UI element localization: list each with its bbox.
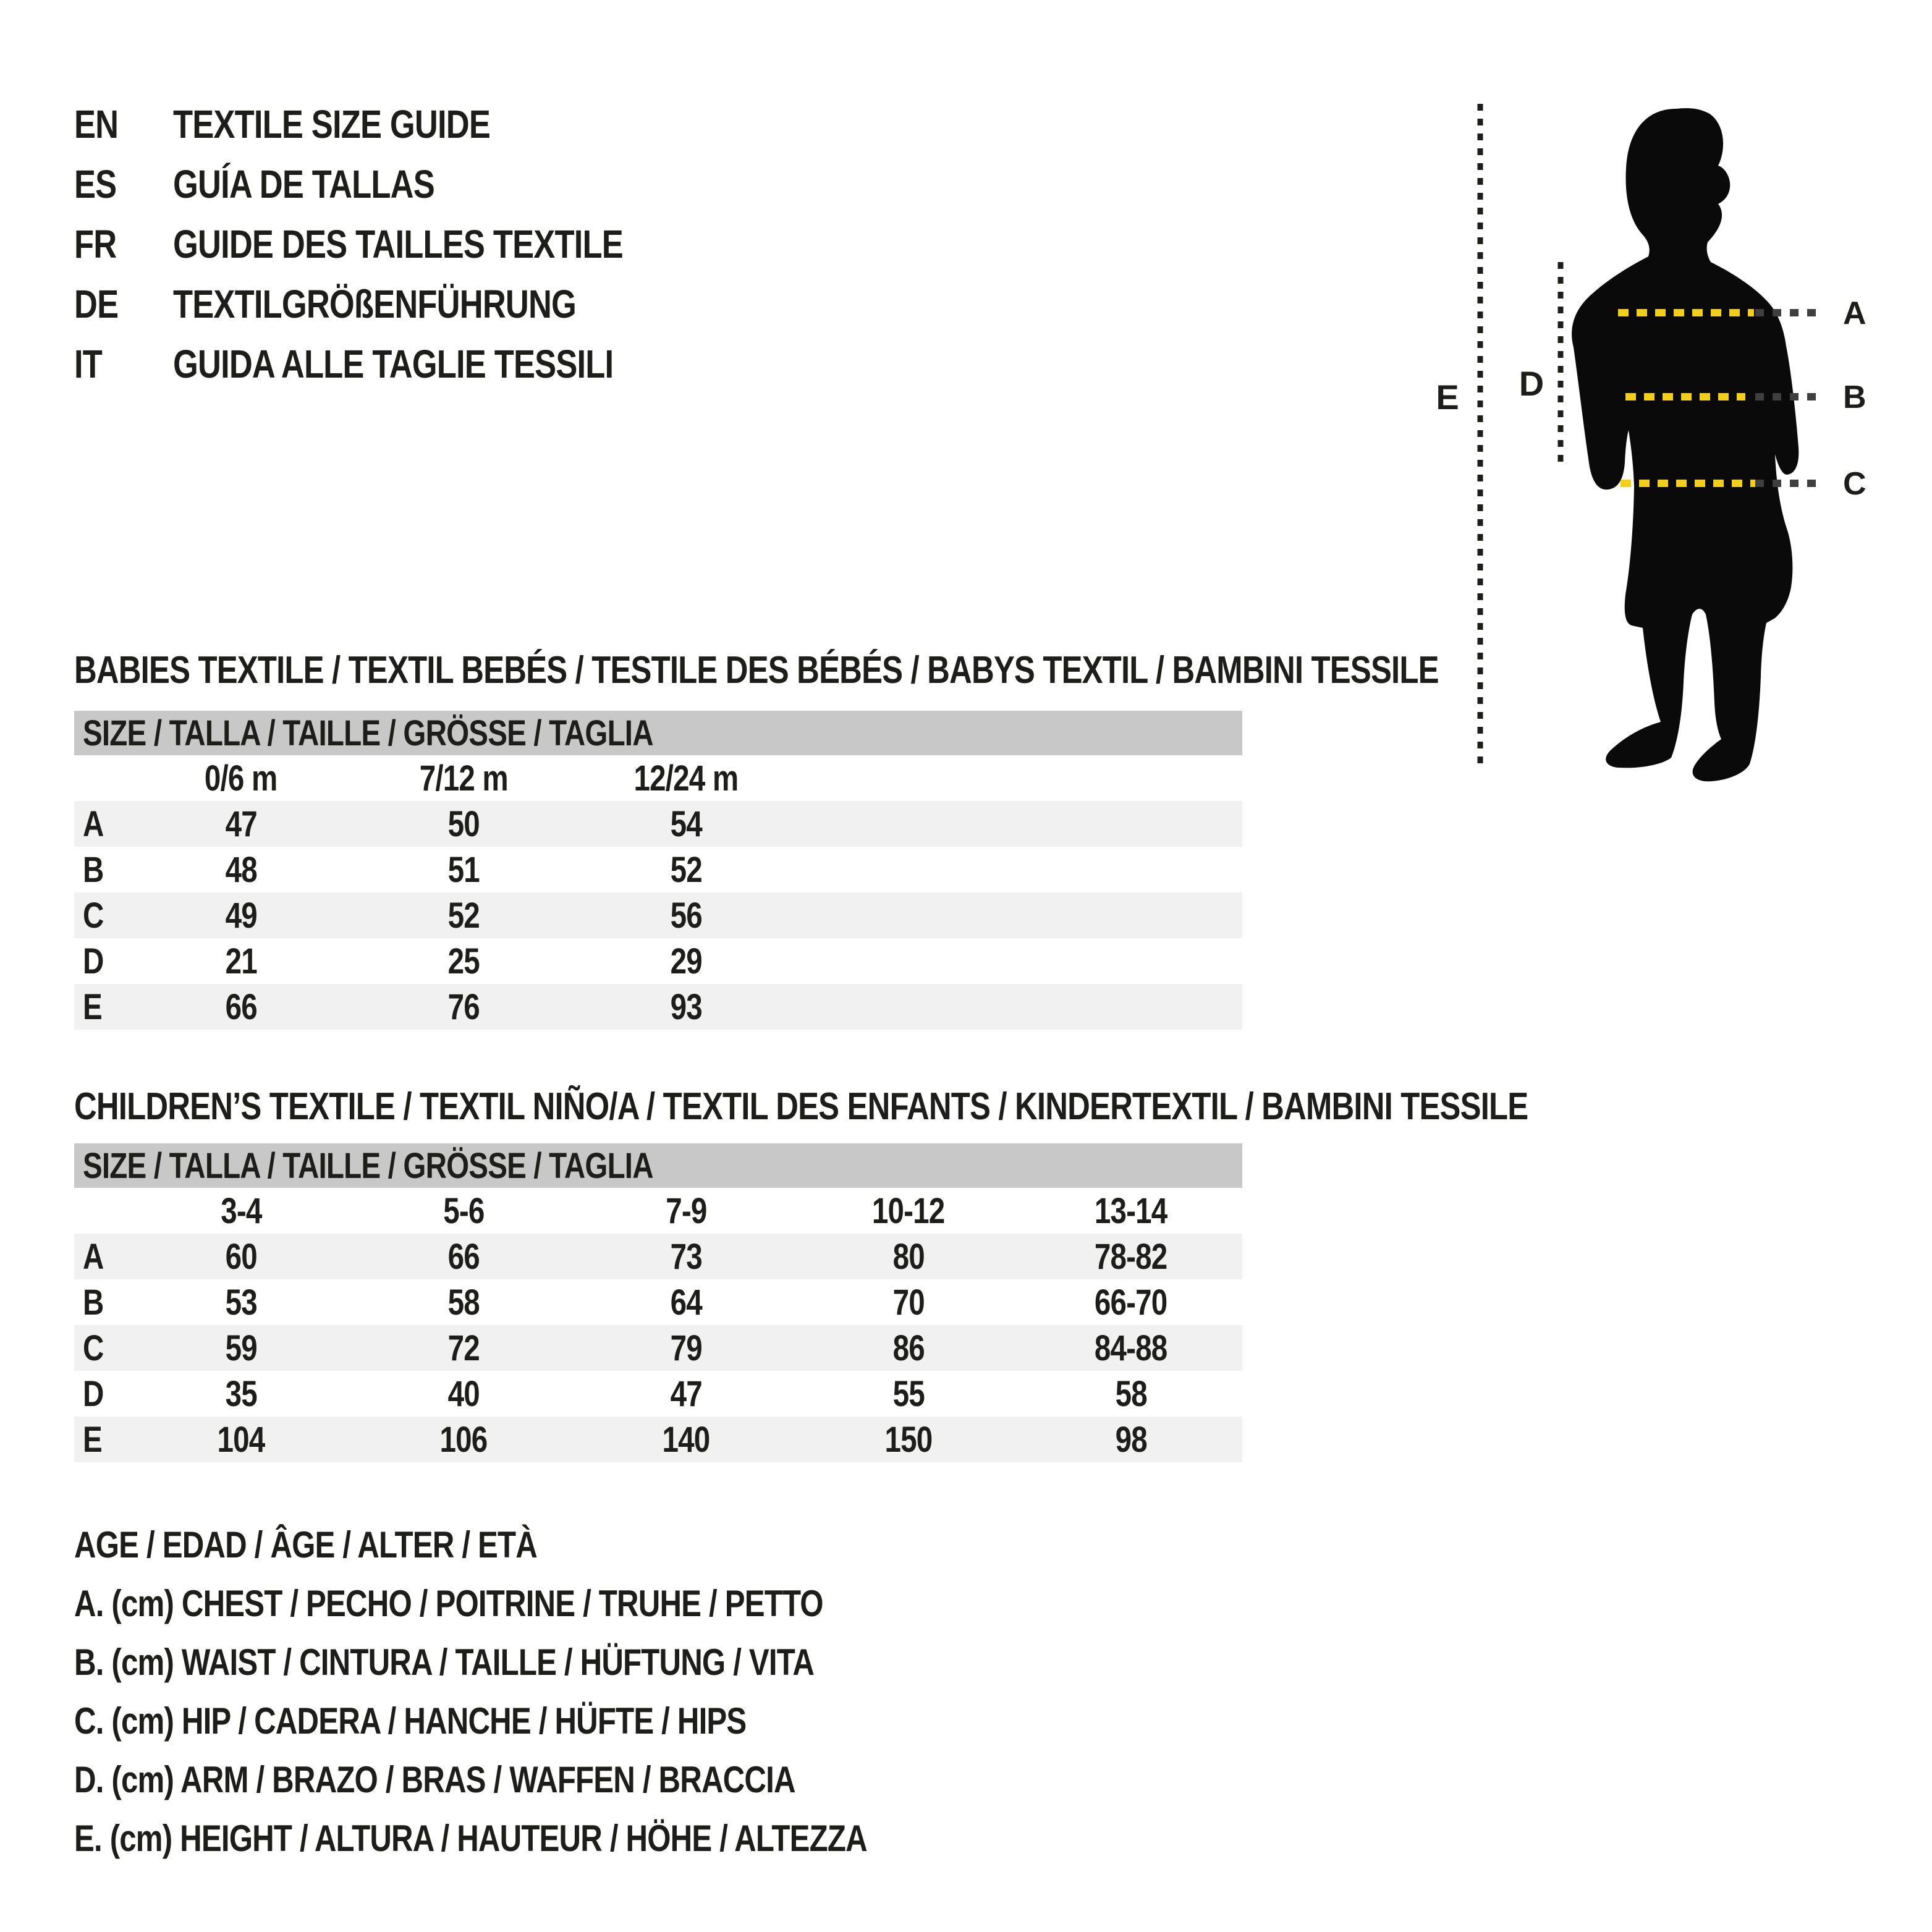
cell-value: [797, 941, 1020, 982]
babies-size-header-bar: SIZE / TALLA / TAILLE / GRÖSSE / TAGLIA: [74, 711, 1242, 755]
figure-label-hip-c: C: [1843, 466, 1866, 502]
cell-value: 98: [1115, 1419, 1147, 1460]
cell-value: 64: [670, 1282, 702, 1323]
cell-value: 56: [670, 895, 702, 936]
column-header: 5-6: [443, 1190, 485, 1231]
row-label: D: [83, 941, 104, 981]
cell-value: [797, 803, 1020, 845]
column-header: [1020, 758, 1242, 799]
language-title: GUIDE DES TAILLES TEXTILE: [173, 221, 623, 266]
language-code: FR: [74, 221, 117, 266]
cell-value: 104: [217, 1419, 265, 1460]
cell-value: 58: [1115, 1373, 1147, 1414]
cell-value: 70: [892, 1282, 925, 1323]
column-header: 13-14: [1095, 1190, 1167, 1231]
legend-item: E. (cm) HEIGHT / ALTURA / HAUTEUR / HÖHE / ALTEZZA: [74, 1818, 867, 1859]
cell-value: 78-82: [1095, 1236, 1167, 1277]
table-row: [74, 1279, 1242, 1325]
cell-value: [797, 849, 1020, 891]
row-label: C: [83, 1328, 104, 1368]
cell-value: 66-70: [1095, 1282, 1167, 1323]
cell-value: 50: [447, 803, 480, 844]
language-code: ES: [74, 161, 117, 206]
cell-value: 59: [225, 1328, 257, 1368]
figure-label-waist-b: B: [1843, 379, 1866, 415]
row-label: C: [83, 895, 104, 936]
cell-value: 47: [225, 803, 257, 844]
cell-value: 66: [225, 986, 257, 1027]
column-header: [797, 758, 1020, 799]
cell-value: 55: [892, 1373, 925, 1414]
cell-value: 60: [225, 1236, 257, 1277]
language-title: GUIDA ALLE TAGLIE TESSILI: [173, 341, 614, 386]
language-code: EN: [74, 101, 119, 146]
language-title: TEXTILE SIZE GUIDE: [173, 101, 491, 146]
cell-value: 40: [447, 1373, 480, 1414]
cell-value: 80: [892, 1236, 925, 1277]
cell-value: 73: [670, 1236, 702, 1277]
cell-value: 35: [225, 1373, 257, 1414]
children-size-table: [74, 1143, 1242, 1462]
row-label: D: [83, 1373, 104, 1414]
cell-value: [797, 895, 1020, 936]
row-label: E: [83, 1419, 102, 1460]
cell-value: 49: [225, 895, 257, 936]
cell-value: 29: [670, 941, 702, 981]
language-row: [74, 214, 939, 274]
table-row: [74, 1371, 1242, 1417]
cell-value: 106: [439, 1419, 488, 1460]
cell-value: [1020, 849, 1242, 891]
legend-item: D. (cm) ARM / BRAZO / BRAS / WAFFEN / BRACCIA: [74, 1759, 795, 1800]
cell-value: 25: [447, 941, 480, 981]
babies-size-table: [74, 711, 1242, 1030]
language-title: GUÍA DE TALLAS: [173, 161, 434, 206]
column-header: 10-12: [872, 1190, 945, 1231]
cell-value: 54: [670, 803, 702, 844]
table-row: [74, 1234, 1242, 1279]
cell-value: 76: [447, 986, 480, 1027]
cell-value: 140: [662, 1419, 710, 1460]
cell-value: 52: [447, 895, 480, 936]
cell-value: 48: [225, 849, 257, 890]
column-header: 3-4: [220, 1190, 262, 1231]
language-code: IT: [74, 341, 102, 386]
table-row: [74, 801, 1242, 847]
legend-item: AGE / EDAD / ÂGE / ALTER / ETÀ: [74, 1524, 537, 1566]
cell-value: 51: [447, 849, 480, 890]
cell-value: 47: [670, 1373, 702, 1414]
figure-label-height-e: E: [1436, 378, 1459, 417]
language-row: [74, 334, 939, 394]
column-header: 7-9: [665, 1190, 707, 1231]
row-label: B: [83, 1282, 104, 1323]
table-row: [74, 847, 1242, 892]
cell-value: 21: [225, 941, 257, 981]
cell-value: 66: [447, 1236, 480, 1277]
cell-value: 93: [670, 986, 702, 1027]
children-size-header-bar: SIZE / TALLA / TAILLE / GRÖSSE / TAGLIA: [74, 1143, 1242, 1188]
table-row: [74, 1325, 1242, 1371]
babies-column-header-row: [74, 755, 1242, 801]
cell-value: 79: [670, 1328, 702, 1368]
measurement-legend: [74, 1515, 1125, 1868]
cell-value: 72: [447, 1328, 480, 1368]
column-header: 12/24 m: [633, 758, 739, 799]
babies-section-heading: BABIES TEXTILE / TEXTIL BEBÉS / TESTILE DES BÉBÉS / BABYS TEXTIL / BAMBINI TESSILE: [74, 648, 1439, 692]
cell-value: [1020, 941, 1242, 982]
children-column-header-row: [74, 1188, 1242, 1234]
language-code: DE: [74, 281, 119, 326]
cell-value: [1020, 895, 1242, 936]
figure-label-arm-d: D: [1519, 364, 1544, 403]
row-label: A: [83, 1236, 104, 1277]
cell-value: 84-88: [1095, 1328, 1167, 1368]
cell-value: [797, 986, 1020, 1028]
language-row: [74, 274, 939, 334]
cell-value: [1020, 803, 1242, 845]
language-row: [74, 94, 939, 154]
table-row: [74, 938, 1242, 984]
cell-value: 52: [670, 849, 702, 890]
table-row: [74, 984, 1242, 1030]
column-header: 0/6 m: [205, 758, 278, 799]
legend-item: B. (cm) WAIST / CINTURA / TAILLE / HÜFTUNG / VITA: [74, 1642, 815, 1683]
cell-value: [1020, 986, 1242, 1028]
row-label: E: [83, 986, 102, 1027]
figure-label-chest-a: A: [1843, 295, 1866, 331]
legend-item: A. (cm) CHEST / PECHO / POITRINE / TRUHE / PETTO: [74, 1583, 823, 1624]
table-row: [74, 892, 1242, 938]
row-label: A: [83, 803, 104, 844]
language-row: [74, 154, 939, 214]
column-header: 7/12 m: [419, 758, 508, 799]
cell-value: 86: [892, 1328, 925, 1368]
language-title-block: [74, 94, 939, 394]
legend-item: C. (cm) HIP / CADERA / HANCHE / HÜFTE / HIPS: [74, 1700, 747, 1742]
row-label: B: [83, 849, 104, 890]
children-section-heading: CHILDREN’S TEXTILE / TEXTIL NIÑO/A / TEXTIL DES ENFANTS / KINDERTEXTIL / BAMBINI TESSILE: [74, 1085, 1528, 1128]
language-title: TEXTILGRÖßENFÜHRUNG: [173, 281, 577, 326]
cell-value: 150: [884, 1419, 933, 1460]
cell-value: 53: [225, 1282, 257, 1323]
table-row: [74, 1417, 1242, 1462]
cell-value: 58: [447, 1282, 480, 1323]
